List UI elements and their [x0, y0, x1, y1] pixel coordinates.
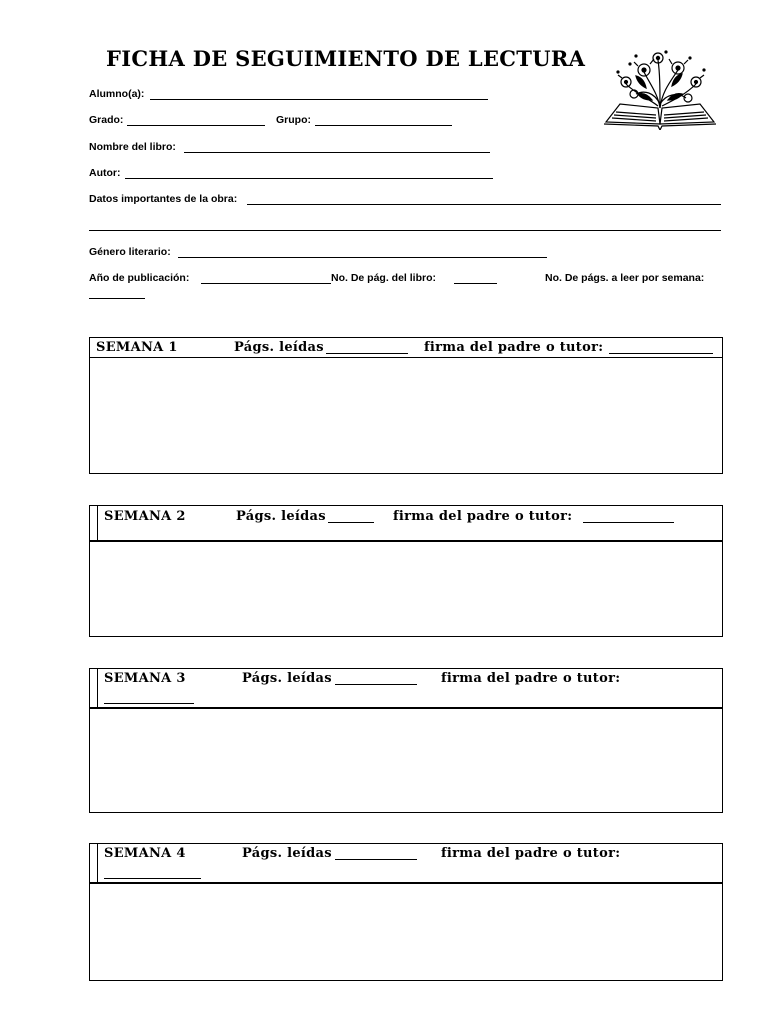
week-2-pages-label: Págs. leídas	[236, 509, 326, 524]
week-1-signature-field[interactable]	[609, 353, 713, 354]
week-4-pages-field[interactable]	[335, 859, 417, 860]
week-2-signature-field[interactable]	[583, 522, 674, 523]
week-4-box	[89, 843, 723, 981]
week-3-label: SEMANA 3	[104, 671, 186, 686]
anio-label: Año de publicación:	[89, 272, 190, 284]
week-2-signature-label: firma del padre o tutor:	[393, 509, 573, 524]
week-2-label: SEMANA 2	[104, 509, 186, 524]
week-2-divider	[97, 506, 98, 542]
week-4-signature-label: firma del padre o tutor:	[441, 846, 621, 861]
week-4-label: SEMANA 4	[104, 846, 186, 861]
libro-field[interactable]	[184, 152, 490, 153]
datos-field-line-2[interactable]	[89, 230, 721, 231]
week-4-divider	[97, 844, 98, 884]
alumno-field[interactable]	[150, 99, 488, 100]
week-3-signature-label: firma del padre o tutor:	[441, 671, 621, 686]
grado-field[interactable]	[127, 125, 265, 126]
autor-field[interactable]	[125, 178, 493, 179]
grupo-field[interactable]	[315, 125, 452, 126]
libro-label: Nombre del libro:	[89, 141, 176, 153]
week-3-pages-label: Págs. leídas	[242, 671, 332, 686]
week-3-box	[89, 668, 723, 813]
grupo-label: Grupo:	[276, 114, 311, 126]
week-1-signature-label: firma del padre o tutor:	[424, 340, 604, 355]
week-1-label: SEMANA 1	[96, 340, 178, 355]
week-1-header	[90, 338, 722, 358]
week-3-divider	[97, 669, 98, 709]
genero-field[interactable]	[178, 257, 547, 258]
week-1-pages-field[interactable]	[326, 353, 408, 354]
grado-label: Grado:	[89, 114, 124, 126]
page-title: FICHA DE SEGUIMIENTO DE LECTURA	[106, 46, 586, 71]
week-1-box	[89, 337, 723, 474]
open-book-flowers-icon	[600, 44, 720, 130]
week-3-signature-field[interactable]	[104, 703, 194, 704]
week-4-pages-label: Págs. leídas	[242, 846, 332, 861]
paginas-semana-field[interactable]	[89, 298, 145, 299]
datos-label: Datos importantes de la obra:	[89, 193, 238, 205]
paginas-semana-label: No. De págs. a leer por semana:	[545, 272, 705, 284]
genero-label: Género literario:	[89, 246, 171, 258]
week-2-pages-field[interactable]	[328, 522, 374, 523]
week-3-pages-field[interactable]	[335, 684, 417, 685]
week-1-pages-label: Págs. leídas	[234, 340, 324, 355]
alumno-label: Alumno(a):	[89, 88, 145, 100]
anio-field[interactable]	[201, 283, 331, 284]
paginas-libro-field[interactable]	[454, 283, 497, 284]
paginas-libro-label: No. De pág. del libro:	[331, 272, 437, 284]
week-2-box	[89, 505, 723, 637]
autor-label: Autor:	[89, 167, 121, 179]
datos-field[interactable]	[247, 204, 721, 205]
week-4-signature-field[interactable]	[104, 878, 201, 879]
